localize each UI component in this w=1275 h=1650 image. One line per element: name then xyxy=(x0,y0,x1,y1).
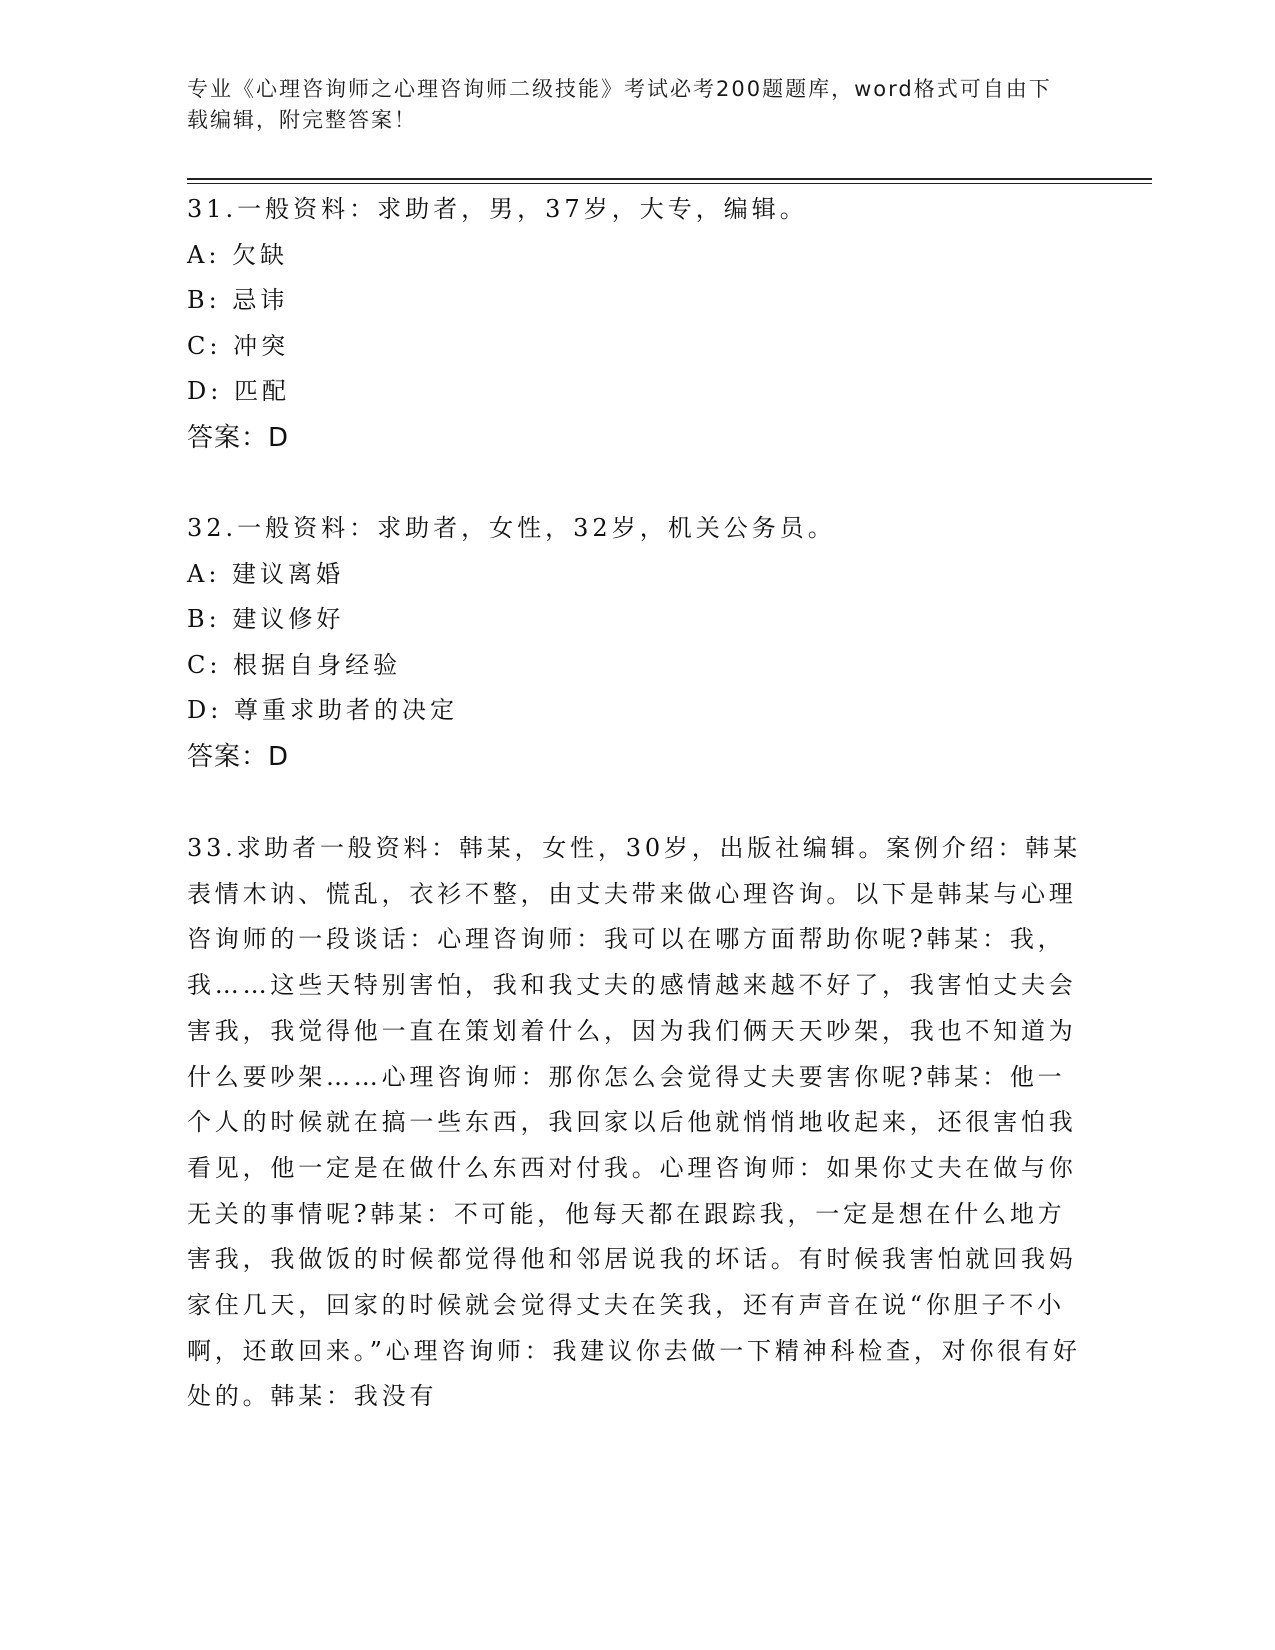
answer: 答案：D xyxy=(187,422,290,453)
question-33 xyxy=(187,826,1087,1420)
option-a: A: 欠缺 xyxy=(187,240,289,269)
question-stem: 32.一般资料：求助者，女性，32岁，机关公务员。 xyxy=(187,514,836,542)
option-d: D: 尊重求助者的决定 xyxy=(187,696,458,724)
question-32 xyxy=(187,506,1087,780)
option-d: D: 匹配 xyxy=(187,377,290,405)
question-stem: 33.求助者一般资料：韩某，女性，30岁，出版社编辑。案例介绍：韩某表情木讷、慌乱，衣衫不整，由丈夫带来做心理咨询。以下是韩某与心理咨询师的一段谈话：心理咨询师：我可以在哪方面帮助你呢?韩某：我，我……这些天特别害怕，我和我丈夫的感情越来越不好了，我害怕丈夫会害我，我觉得他一直在策划着什么，因为我们俩天天吵架，我也不知道为什么要吵架……心理咨询师：那你怎么会觉得丈夫要害你呢?韩某：他一个人的时候就在搞一些东西，我回家以后他就悄悄地收起来，还很害怕我看见，他一定是在做什么东西对付我。心理咨询师：如果你丈夫在做与你无关的事情呢?韩某：不可能，他每天都在跟踪我，一定是想在什么地方害我，我做饭的时候都觉得他和邻居说我的坏话。有时候我害怕就回我妈家住几天，回家的时候就会觉得丈夫在笑我，还有声音在说“你胆子不小啊，还敢回来。”心理咨询师：我建议你去做一下精神科检查，对你很有好处的。韩某：我没有 xyxy=(187,834,1081,1411)
header-divider-thin xyxy=(187,183,1152,184)
question-stem: 31.一般资料：求助者，男，37岁，大专，编辑。 xyxy=(187,195,808,223)
question-31 xyxy=(187,187,1087,461)
option-c: C: 根据自身经验 xyxy=(187,650,402,679)
option-c: C: 冲突 xyxy=(187,331,290,360)
header-divider-thick xyxy=(187,178,1152,180)
option-a: A: 建议离婚 xyxy=(187,559,345,588)
option-b: B: 忌讳 xyxy=(187,286,289,314)
answer: 答案：D xyxy=(187,741,290,772)
document-header: 专业《心理咨询师之心理咨询师二级技能》考试必考200题题库，word格式可自由下载编辑，附完整答案！ xyxy=(187,77,1052,132)
option-b: B: 建议修好 xyxy=(187,605,345,633)
